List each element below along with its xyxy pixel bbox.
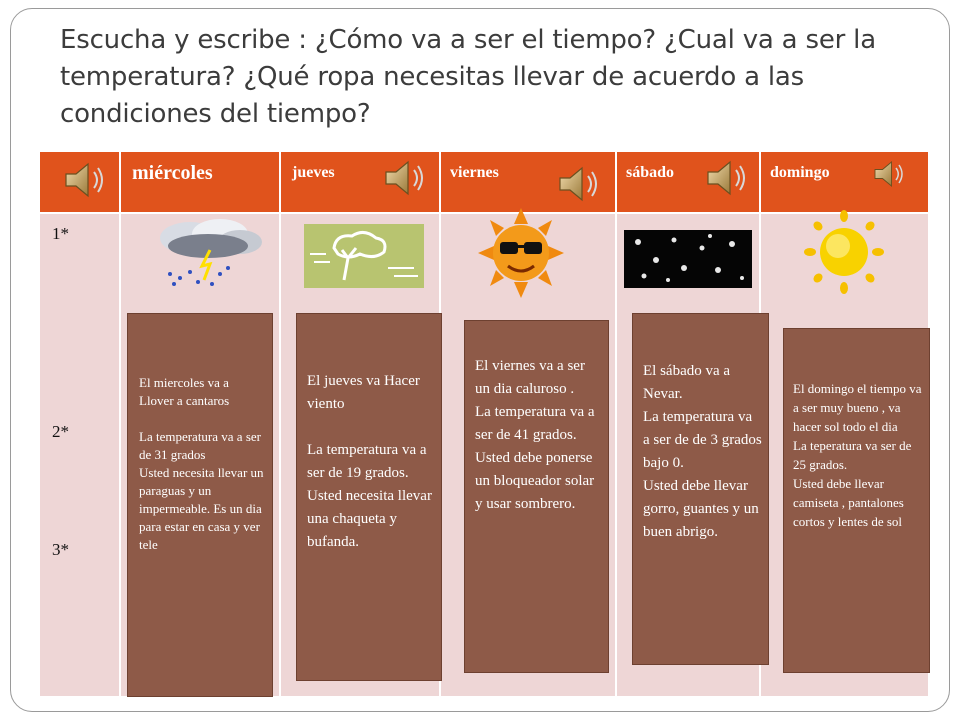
note-jueves: El jueves va Hacer viento La temperatura va a ser de 19 grados. Usted necesita llevar una chaqueta y bufanda. (296, 313, 442, 681)
note-viernes: El viernes va a ser un dia caluroso . La temperatura va a ser de 41 grados. Usted debe ponerse un bloqueador solar y usar sombrero. (464, 320, 609, 673)
note-sabado: El sábado va a Nevar. La temperatura va a ser de de 3 grados bajo 0. Usted debe llevar gorro, guantes y un buen abrigo. (632, 313, 769, 665)
column-divider (279, 152, 281, 696)
column-divider (615, 152, 617, 696)
row-label-3: 3* (52, 540, 69, 559)
day-label-domingo: domingo (770, 164, 830, 181)
speaker-icon[interactable] (556, 164, 604, 204)
note-domingo: El domingo el tiempo va a ser muy bueno , va hacer sol todo el dia La teperatura va ser de 25 grados. Usted debe llevar camiseta , pantalones cortos y lentes de sol (783, 328, 930, 673)
windy-tree-icon (304, 224, 424, 288)
speaker-icon[interactable] (62, 160, 110, 200)
row-label-2: 2* (52, 422, 69, 441)
day-label-miercoles: miércoles (132, 162, 213, 184)
sun-with-sunglasses-icon (478, 208, 564, 298)
speaker-icon[interactable] (382, 158, 430, 198)
sun-icon (804, 210, 884, 294)
row-label-1: 1* (52, 224, 69, 243)
speaker-icon[interactable] (704, 158, 752, 198)
column-divider (119, 152, 121, 696)
snowflakes-icon (624, 230, 752, 288)
speaker-icon[interactable] (872, 158, 908, 190)
day-label-sabado: sábado (626, 164, 675, 181)
slide-title: Escucha y escribe : ¿Cómo va a ser el tiempo? ¿Cual va a ser la temperatura? ¿Qué ropa necesitas llevar de acuerdo a las condiciones del tiempo? (60, 25, 876, 129)
storm-cloud-icon (150, 216, 266, 288)
day-label-viernes: viernes (450, 164, 499, 181)
note-miercoles: El miercoles va a Llover a cantaros La temperatura va a ser de 31 grados Usted necesita llevar un paraguas y un impermeable. Es un dia para estar en casa y ver tele (127, 313, 273, 697)
day-label-jueves: jueves (292, 164, 335, 181)
